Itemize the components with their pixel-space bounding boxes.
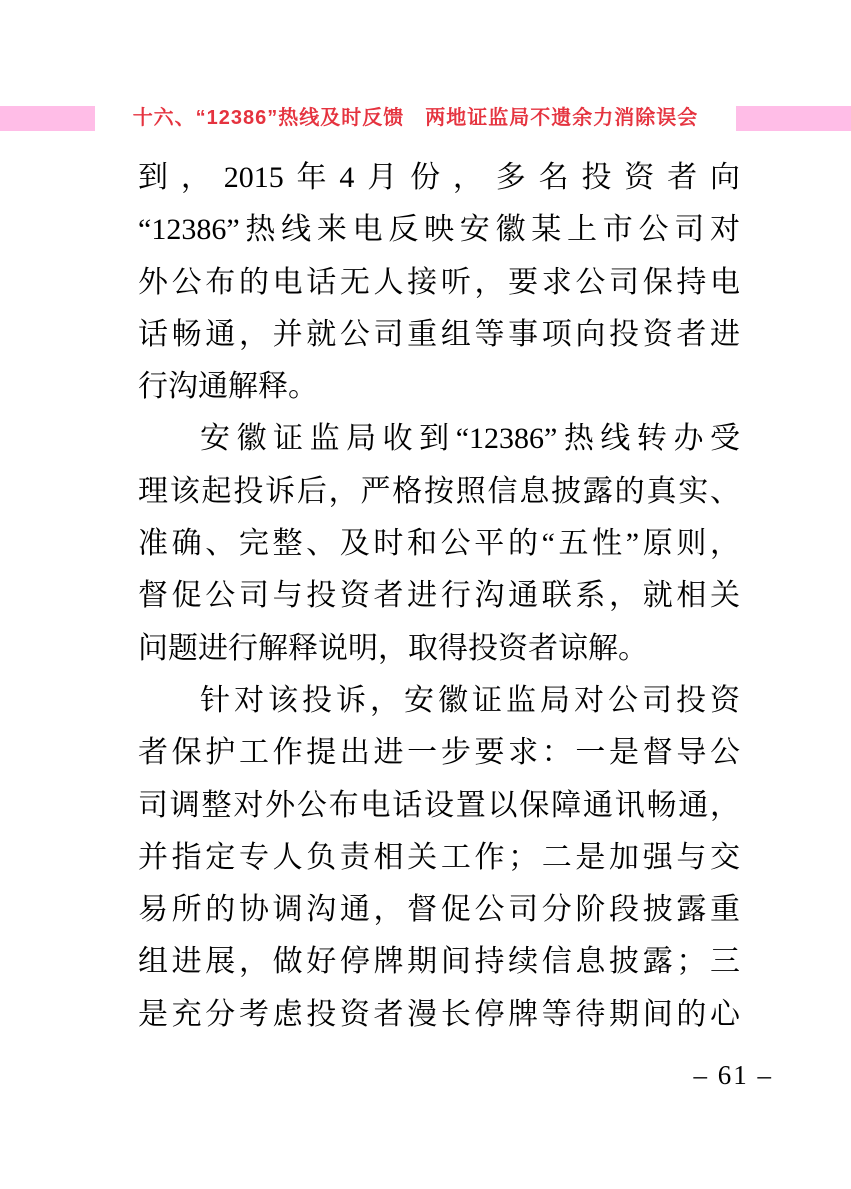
chapter-title: 十六、“12386”热线及时反馈 两地证监局不遗余力消除误会 <box>132 107 699 129</box>
text-line: 准确、完整、及时和公平的“五性”原则， <box>138 527 740 561</box>
text-line: 到，2015年4月份，多名投资者向 <box>138 161 740 194</box>
page-number: – 61 – <box>693 1060 773 1090</box>
text-line: 司调整对外公布电话设置以保障通讯畅通， <box>138 788 740 822</box>
text-line: “12386”热线来电反映安徽某上市公司对 <box>138 213 740 247</box>
text-line: 安徽证监局收到“12386”热线转办受 <box>200 422 740 456</box>
text-line: 者保护工作提出进一步要求：一是督导公 <box>138 736 740 770</box>
text-line: 问题进行解释说明，取得投资者谅解。 <box>138 631 648 665</box>
text-line: 针对该投诉，安徽证监局对公司投资 <box>200 683 740 717</box>
text-line: 组进展，做好停牌期间持续信息披露；三 <box>138 945 740 979</box>
text-line: 话畅通，并就公司重组等事项向投资者进 <box>138 317 740 351</box>
header-left-pink-bar <box>0 106 95 131</box>
text-line: 是充分考虑投资者漫长停牌等待期间的心 <box>138 997 740 1031</box>
text-line: 外公布的电话无人接听，要求公司保持电 <box>138 265 740 299</box>
text-line: 理该起投诉后，严格按照信息披露的真实、 <box>138 474 740 508</box>
header-right-pink-bar <box>736 106 851 131</box>
chapter-header <box>0 106 851 131</box>
text-line: 并指定专人负责相关工作；二是加强与交 <box>138 840 740 874</box>
text-line: 督促公司与投资者进行沟通联系，就相关 <box>138 579 740 613</box>
body-text <box>138 152 740 1041</box>
text-line: 行沟通解释。 <box>138 370 318 404</box>
text-line: 易所的协调沟通，督促公司分阶段披露重 <box>138 893 740 927</box>
